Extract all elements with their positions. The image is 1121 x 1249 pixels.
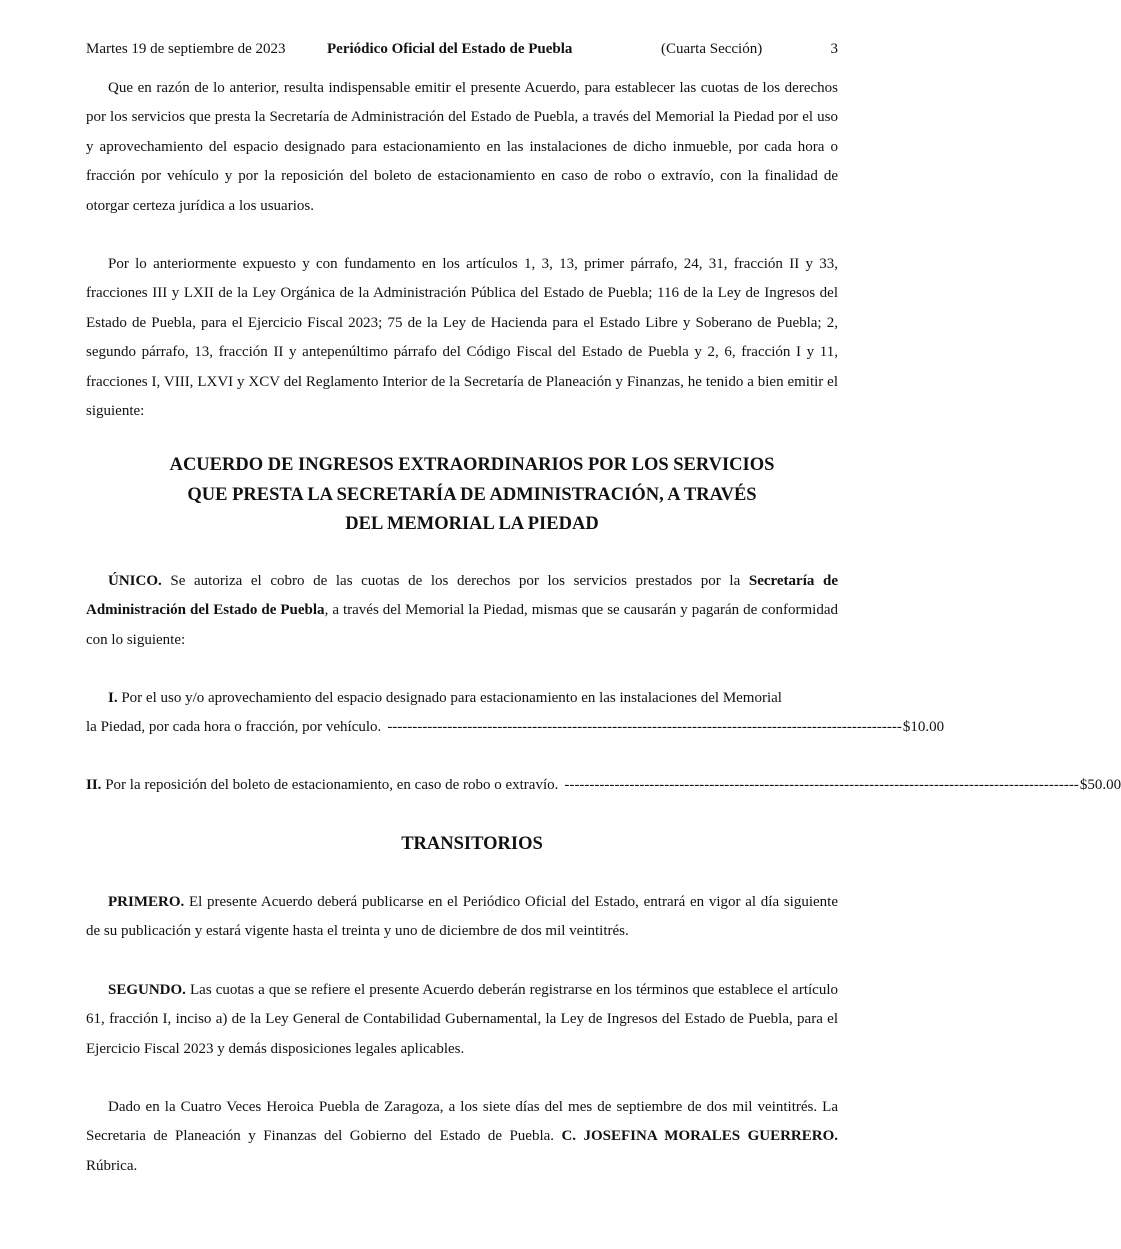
fee-item-1-line-2 [86,713,945,742]
segundo-text: Las cuotas a que se refiere el presente Acuerdo deberán registrarse en los términos que establece el artículo 61, fracción I, inciso a) de la Ley General de Contabilidad Gubernamental, la Ley de Ingresos del Estado de Puebla, para el Ejercicio Fiscal 2023 y demás disposiciones legales aplicables. [86,982,838,1057]
fee-item-1-description-end: la Piedad, por cada hora o fracción, por vehículo. [86,719,382,736]
fee-item-1 [86,684,945,743]
unico-label: ÚNICO. [108,573,162,589]
fee-item-1-leader: ------------------------------------------------------------------------------------------------------- [387,719,902,736]
unico-text-before: Se autoriza el cobro de las cuotas de los derechos por los servicios prestados por la [161,573,749,589]
agreement-title-line-3: DEL MEMORIAL LA PIEDAD [345,514,599,534]
segundo-label: SEGUNDO. [108,982,186,998]
header-page-number: 3 [830,41,838,57]
closing-suffix: Rúbrica. [86,1157,138,1174]
fee-item-2-line [86,771,1121,800]
fee-item-2-description: Por la reposición del boleto de estacionamiento, en caso de robo o extravío. [101,777,559,793]
intro-paragraph: Que en razón de lo anterior, resulta indispensable emitir el presente Acuerdo, para establecer las cuotas de los derechos por los servicios que presta la Secretaría de Administración del Estado de Puebla, a través del Memorial la Piedad por el uso y aprovechamiento del espacio designado para estacionamiento en las instalaciones de dicho inmueble, por cada hora o fracción por vehículo y por la reposición del boleto de estacionamiento en caso de robo o extravío, con la finalidad de otorgar certeza jurídica a los usuarios. [86,80,838,214]
segundo-article [86,976,838,1064]
page-header [86,38,838,60]
primero-label: PRIMERO. [108,894,185,910]
fee-item-1-description: Por el uso y/o aprovechamiento del espacio designado para estacionamiento en las instalaciones del Memorial [117,690,782,706]
header-publication-name: Periódico Oficial del Estado de Puebla [327,41,573,57]
fee-item-1-amount: $10.00 [902,719,945,736]
unico-text-after: , a través del Memorial la Piedad, mismas que se causarán y pagarán de conformidad con lo siguiente: [86,602,838,648]
fee-item-2-amount: $50.00 [1079,777,1121,793]
fee-item-2 [86,771,1121,800]
signatory-name: C. JOSEFINA MORALES GUERRERO. [561,1128,838,1145]
unico-article [86,567,838,655]
transitorios-title: TRANSITORIOS [401,834,543,854]
fee-item-2-numeral: II. [86,777,102,793]
fee-item-1-line-1 [86,684,838,713]
agreement-title-line-1: ACUERDO DE INGRESOS EXTRAORDINARIOS POR LOS SERVICIOS [169,455,775,475]
unico-entity: Secretaría de Administración del Estado de Puebla [86,573,838,619]
agreement-title [86,451,858,540]
closing-text: Dado en la Cuatro Veces Heroica Puebla de Zaragoza, a los siete días del mes de septiembre de dos mil veintitrés. La Secretaria de Planeación y Finanzas del Gobierno del Estado de Puebla. [86,1099,838,1145]
primero-article [86,888,838,947]
closing-paragraph [86,1093,838,1181]
legal-basis-paragraph: Por lo anteriormente expuesto y con fundamento en los artículos 1, 3, 13, primer párrafo, 24, 31, fracción II y 33, fracciones III y LXII de la Ley Orgánica de la Administración Pública del Estado de Puebla; 116 de la Ley de Ingresos del Estado de Puebla, para el Ejercicio Fiscal 2023; 75 de la Ley de Hacienda para el Estado Libre y Soberano de Puebla; 2, segundo párrafo, 13, fracción II y antepenúltimo párrafo del Código Fiscal del Estado de Puebla y 2, 6, fracción I y 11, fracciones I, VIII, LXVI y XCV del Reglamento Interior de la Secretaría de Planeación y Finanzas, he tenido a bien emitir el siguiente: [86,256,838,420]
fee-item-2-leader: ------------------------------------------------------------------------------------------------------- [564,777,1079,793]
primero-text: El presente Acuerdo deberá publicarse en el Periódico Oficial del Estado, entrará en vigor al día siguiente de su publicación y estará vigente hasta el treinta y uno de diciembre de dos mil veintitrés. [86,894,838,940]
agreement-title-line-2: QUE PRESTA LA SECRETARÍA DE ADMINISTRACIÓN, A TRAVÉS [187,484,757,505]
header-date: Martes 19 de septiembre de 2023 [86,41,286,57]
fee-item-1-numeral: I. [108,690,118,706]
fee-item-2-description-wrap [86,771,558,800]
header-section: (Cuarta Sección) [661,41,763,57]
